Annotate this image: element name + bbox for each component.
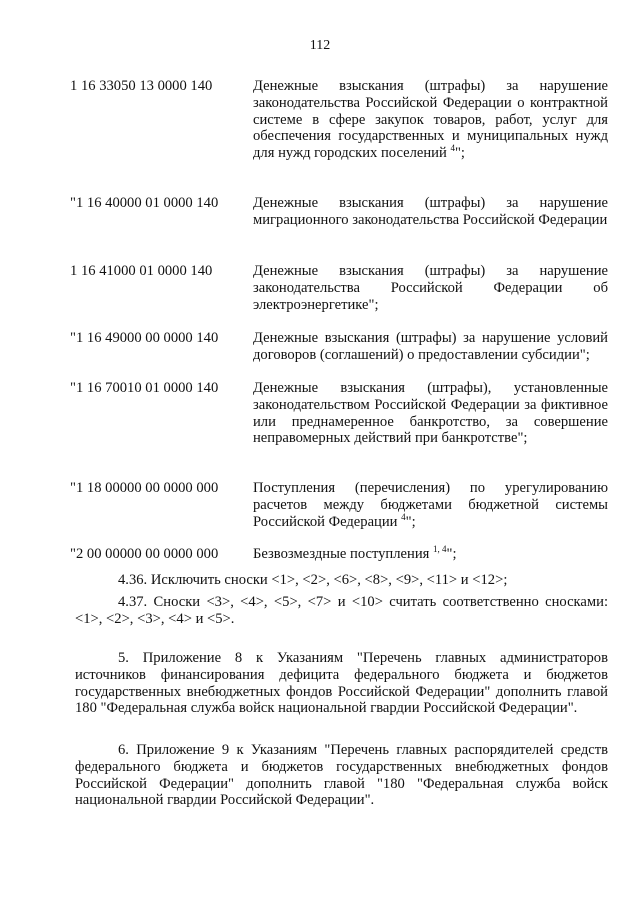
budget-code: "1 16 40000 01 0000 140 bbox=[70, 195, 219, 211]
budget-code: 1 16 33050 13 0000 140 bbox=[70, 78, 213, 94]
code-description: Денежные взыскания (штрафы) за нарушение законодательства Российской Федерации о контрактной системе в сфере закупок товаров, работ, услуг для обеспечения государственных и муниципальных нужд для нужд городских поселений $^4$"; bbox=[253, 78, 608, 162]
paragraph-4-36: 4.36. Исключить сноски <1>, <2>, <6>, <8>, <9>, <11> и <12>; bbox=[118, 572, 508, 588]
table-row bbox=[70, 78, 608, 162]
budget-code: "1 16 70010 01 0000 140 bbox=[70, 380, 219, 396]
table-row bbox=[70, 480, 608, 530]
code-description: Денежные взыскания (штрафы) за нарушение условий договоров (соглашений) о предоставлении субсидии"; bbox=[253, 330, 608, 363]
code-description: Денежные взыскания (штрафы) за нарушение миграционного законодательства Российской Федерации bbox=[253, 195, 608, 228]
table-row bbox=[70, 263, 608, 313]
code-description: Денежные взыскания (штрафы) за нарушение законодательства Российской Федерации об электроэнергетике"; bbox=[253, 263, 608, 313]
budget-code: "1 16 49000 00 0000 140 bbox=[70, 330, 219, 346]
table-row bbox=[70, 380, 608, 447]
table-row bbox=[70, 330, 608, 364]
code-description: Безвозмездные поступления $^{1, 4}$"; bbox=[253, 544, 457, 562]
budget-code: "2 00 00000 00 0000 000 bbox=[70, 546, 219, 562]
paragraph-5: 5. Приложение 8 к Указаниям "Перечень главных администраторов источников финансирования дефицита федерального бюджета и бюджетов государственных внебюджетных фондов Российской Федерации" дополнить главой 180 "Федеральная служба войск национальной гвардии Российской Федерации". bbox=[75, 650, 608, 717]
paragraph-6: 6. Приложение 9 к Указаниям "Перечень главных распорядителей средств федерального бюджета и бюджетов государственных внебюджетных фондов Российской Федерации" дополнить главой "180 "Федеральная служба войск национальной гвардии Российской Федерации". bbox=[75, 742, 608, 809]
budget-code: 1 16 41000 01 0000 140 bbox=[70, 263, 213, 279]
footnote-ref: 4 bbox=[401, 511, 406, 522]
code-description: Поступления (перечисления) по урегулированию расчетов между бюджетами бюджетной системы Российской Федерации $^4$"; bbox=[253, 480, 608, 530]
footnote-ref: 4 bbox=[450, 143, 455, 154]
paragraph-4-37: 4.37. Сноски <3>, <4>, <5>, <7> и <10> считать соответственно сносками: <1>, <2>, <3>, <4> и <5>. bbox=[75, 594, 608, 627]
budget-code: "1 18 00000 00 0000 000 bbox=[70, 480, 219, 496]
table-row bbox=[70, 195, 608, 229]
code-description: Денежные взыскания (штрафы), установленные законодательством Российской Федерации за фиктивное или преднамеренное банкротство, за совершение неправомерных действий при банкротстве"; bbox=[253, 380, 608, 447]
table-row bbox=[70, 546, 608, 563]
footnote-ref: 1, 4 bbox=[433, 544, 447, 555]
page-number: 112 bbox=[309, 38, 331, 53]
